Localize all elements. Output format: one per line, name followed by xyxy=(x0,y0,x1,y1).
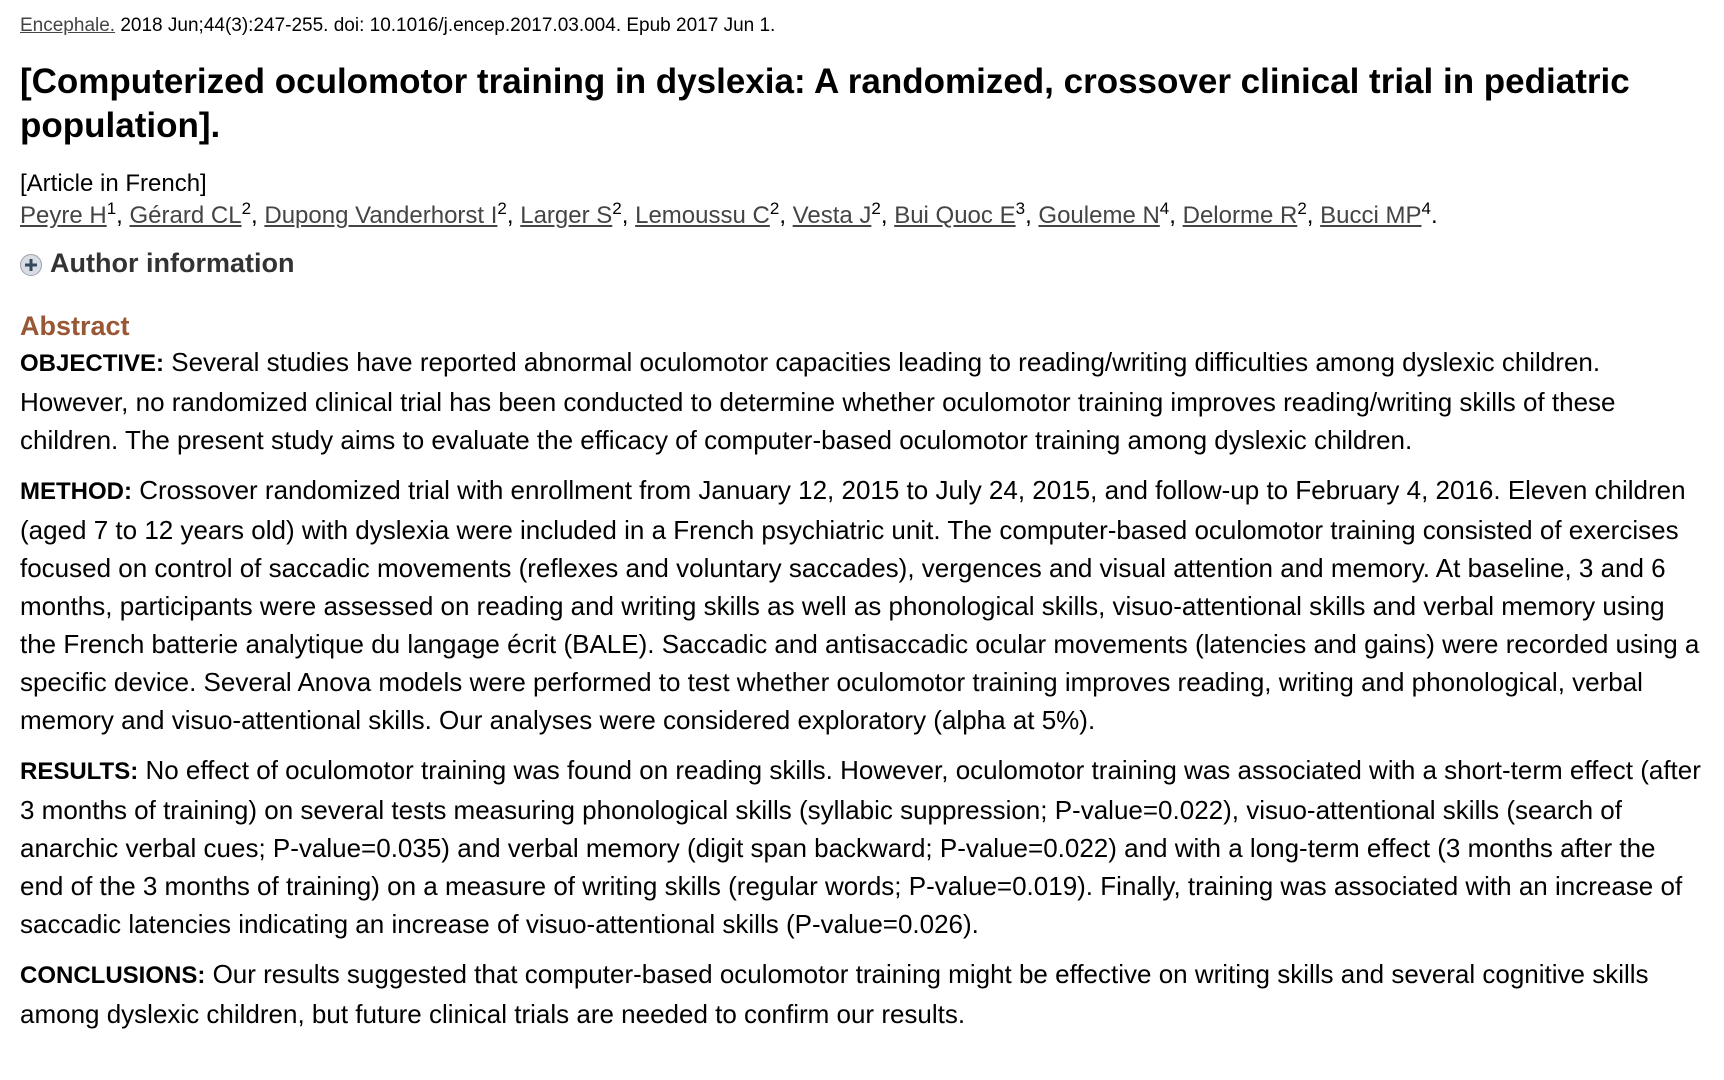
author-link[interactable]: Bui Quoc E xyxy=(894,202,1016,229)
author-affiliation: 2 xyxy=(497,199,507,218)
section-text: Crossover randomized trial with enrollment from January 12, 2015 to July 24, 2015, and follow-up to February 4, 2016. Eleven children (aged 7 to 12 years old) with dyslexia were included in a French psychiatric unit. The computer-based oculomotor training consisted of exercises focused on control of saccadic movements (reflexes and voluntary saccades), vergences and visual attention and memory. At baseline, 3 and 6 months, participants were assessed on reading and writing skills as well as phonological skills, visuo-attentional skills and verbal memory using the French batterie analytique du langage écrit (BALE). Saccadic and antisaccadic ocular movements (latencies and gains) were recorded using a specific device. Several Anova models were performed to test whether oculomotor training improves reading, writing and phonological, verbal memory and visuo-attentional skills. Our analyses were considered exploratory (alpha at 5%). xyxy=(20,475,1700,735)
section-text: Several studies have reported abnormal oculomotor capacities leading to reading/writing difficulties among dyslexic children. However, no randomized clinical trial has been conducted to determine whether oculomotor training improves reading/writing skills of these children. The present study aims to evaluate the efficacy of computer-based oculomotor training among dyslexic children. xyxy=(20,347,1616,455)
author-link[interactable]: Delorme R xyxy=(1182,202,1298,229)
section-text: Our results suggested that computer-based oculomotor training might be effective on writing skills and several cognitive skills among dyslexic children, but future clinical trials are needed to confirm our results. xyxy=(20,959,1649,1029)
citation-details: 2018 Jun;44(3):247-255. doi: 10.1016/j.encep.2017.03.004. Epub 2017 Jun 1. xyxy=(115,15,776,36)
author-link[interactable]: Vesta J xyxy=(792,202,872,229)
author-affiliation: 4 xyxy=(1421,199,1431,218)
author-link[interactable]: Larger S xyxy=(520,202,613,229)
author-affiliation: 3 xyxy=(1015,199,1026,218)
section-text: No effect of oculomotor training was found on reading skills. However, oculomotor training was associated with a short-term effect (after 3 months of training) on several tests measuring phonological skills (syllabic suppression; P-value=0.022), visuo-attentional skills (search of anarchic verbal cues; P-value=0.035) and verbal memory (digit span backward; P-value=0.022) and with a long-term effect (3 months after the end of the 3 months of training) on a measure of writing skills (regular words; P-value=0.019). Finally, training was associated with an increase of saccadic latencies indicating an increase of visuo-attentional skills (P-value=0.026). xyxy=(20,755,1701,939)
abstract-conclusions xyxy=(20,955,1704,1033)
language-note: [Article in French] xyxy=(20,170,207,197)
abstract-objective xyxy=(20,343,1704,459)
author-affiliation: 2 xyxy=(769,199,780,218)
author-affiliation: 2 xyxy=(871,199,881,218)
section-label: METHOD: xyxy=(20,478,132,505)
journal-link[interactable]: Encephale. xyxy=(20,15,116,36)
author-affiliation: 1 xyxy=(106,199,117,218)
author-info-label: Author information xyxy=(50,248,295,278)
author-link[interactable]: Bucci MP xyxy=(1320,202,1422,229)
section-label: OBJECTIVE: xyxy=(20,350,165,377)
author-affiliation: 2 xyxy=(1297,199,1307,218)
author-affiliation: 2 xyxy=(241,199,252,218)
author-affiliation: 2 xyxy=(612,199,622,218)
author-link[interactable]: Lemoussu C xyxy=(635,202,770,229)
abstract-heading: Abstract xyxy=(20,311,130,341)
author-link[interactable]: Gouleme N xyxy=(1038,202,1160,229)
author-affiliation: 4 xyxy=(1159,199,1170,218)
expand-plus-icon[interactable] xyxy=(20,254,42,276)
abstract-results xyxy=(20,751,1704,943)
author-link[interactable]: Dupong Vanderhorst I xyxy=(264,202,498,229)
abstract-method xyxy=(20,471,1704,739)
citation-line xyxy=(20,14,1704,38)
section-label: RESULTS: xyxy=(20,758,139,785)
article-title: [Computerized oculomotor training in dyslexia: A randomized, crossover clinical trial in pediatric population]. xyxy=(20,62,1630,145)
author-info-toggle[interactable] xyxy=(20,248,1704,279)
author-list: Peyre $H^1$, Gérard $CL^2$, Dupong Vanderhorst $I^2$, Larger $S^2$, Lemoussu $C^2$, Vesta $J^2$, Bui Quoc $E^3$, Gouleme $N^4$, Delorme $R^2$, Bucci $MP^4$. xyxy=(20,199,1438,229)
author-link[interactable]: Gérard CL xyxy=(129,202,242,229)
author-link[interactable]: Peyre H xyxy=(20,202,107,229)
section-label: CONCLUSIONS: xyxy=(20,962,206,989)
